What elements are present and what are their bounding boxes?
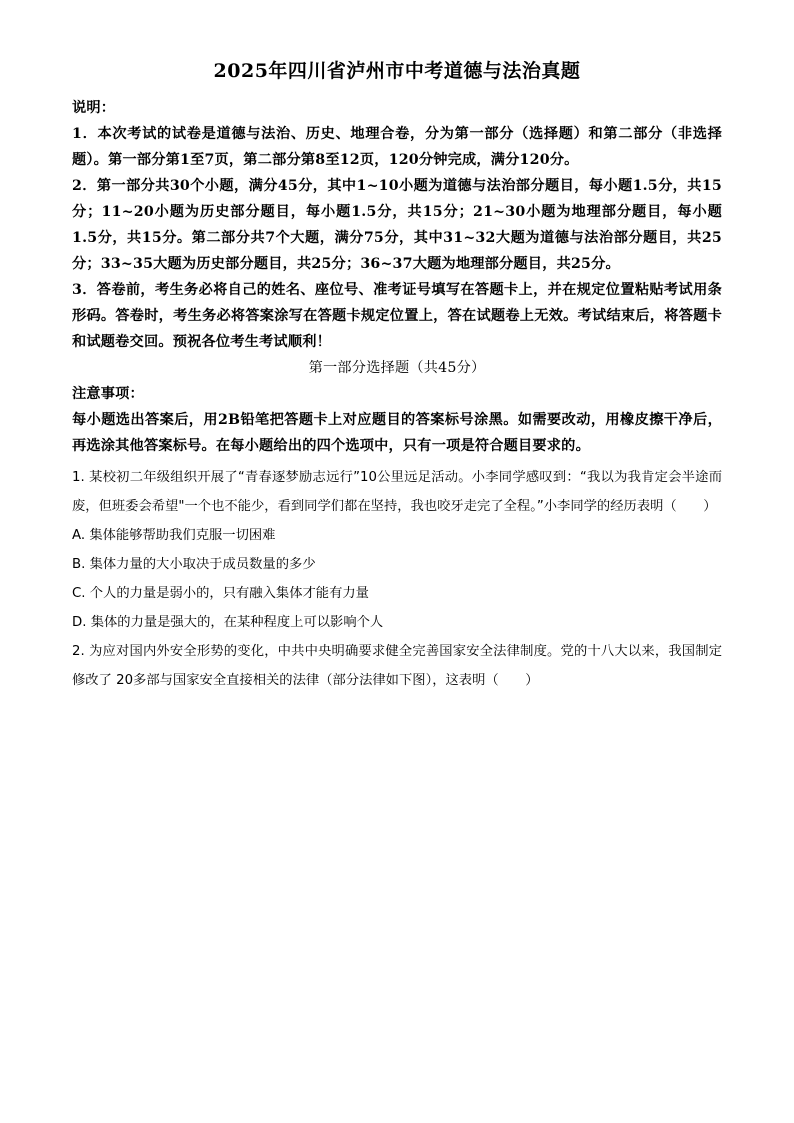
question-option: A. 集体能够帮助我们克服一切困难 [72,528,276,543]
page-content [72,56,722,695]
question-option: C. 个人的力量是弱小的，只有融入集体才能有力量 [72,586,369,601]
question-stem: 2. 为应对国内外安全形势的变化，中共中央明确要求健全完善国家安全法律制度。党的十八大以来，我国制定修改了 20多部与国家安全直接相关的法律（部分法律如下图），这表明（ ） [72,644,722,688]
note-item: 1．本次考试的试卷是道德与法治、历史、地理合卷，分为第一部分（选择题）和第二部分（非选择题）。第一部分第1至7页，第二部分第8至12页，120分钟完成，满分120分。 [72,126,722,168]
attention-text: 每小题选出答案后，用2B铅笔把答题卡上对应题目的答案标号涂黑。如需要改动，用橡皮擦干净后，再选涂其他答案标号。在每小题给出的四个选项中，只有一项是符合题目要求的。 [72,412,722,454]
note-label: 说明： [72,100,116,116]
question-option: D. 集体的力量是强大的，在某种程度上可以影响个人 [72,615,384,630]
question-option: B. 集体力量的大小取决于成员数量的多少 [72,557,316,572]
section-title: 第一部分选择题（共45分） [308,360,486,376]
note-item: 2．第一部分共30个小题，满分45分，其中1~10小题为道德与法治部分题目，每小题1.5分，共15分；11~20小题为历史部分题目，每小题1.5分，共15分；21~30小题为地理部分题目，每小题1.5分，共15分。第二部分共7个大题，满分75分，其中31~32大题为道德与法治部分题目，共25分；33~35大题为历史部分题目，共25分；36~37大题为地理部分题目，共25分。 [72,178,722,272]
note-item: 3．答卷前，考生务必将自己的姓名、座位号、准考证号填写在答题卡上，并在规定位置粘贴考试用条形码。答卷时，考生务必将答案涂写在答题卡规定位置上，答在试题卷上无效。考试结束后，将答题卡和试题卷交回。预祝各位考生考试顺利！ [72,282,722,350]
attention-label: 注意事项： [72,386,144,402]
page-title: 2025年四川省泸州市中考道德与法治真题 [213,60,581,82]
question-stem: 1. 某校初二年级组织开展了“青春逐梦励志远行”10公里远足活动。小李同学感叹到：“我以为我肯定会半途而废，但班委会希望"一个也不能少，看到同学们都在坚持，我也咬牙走完了全程。”小李同学的经历表明（ ） [72,470,722,514]
